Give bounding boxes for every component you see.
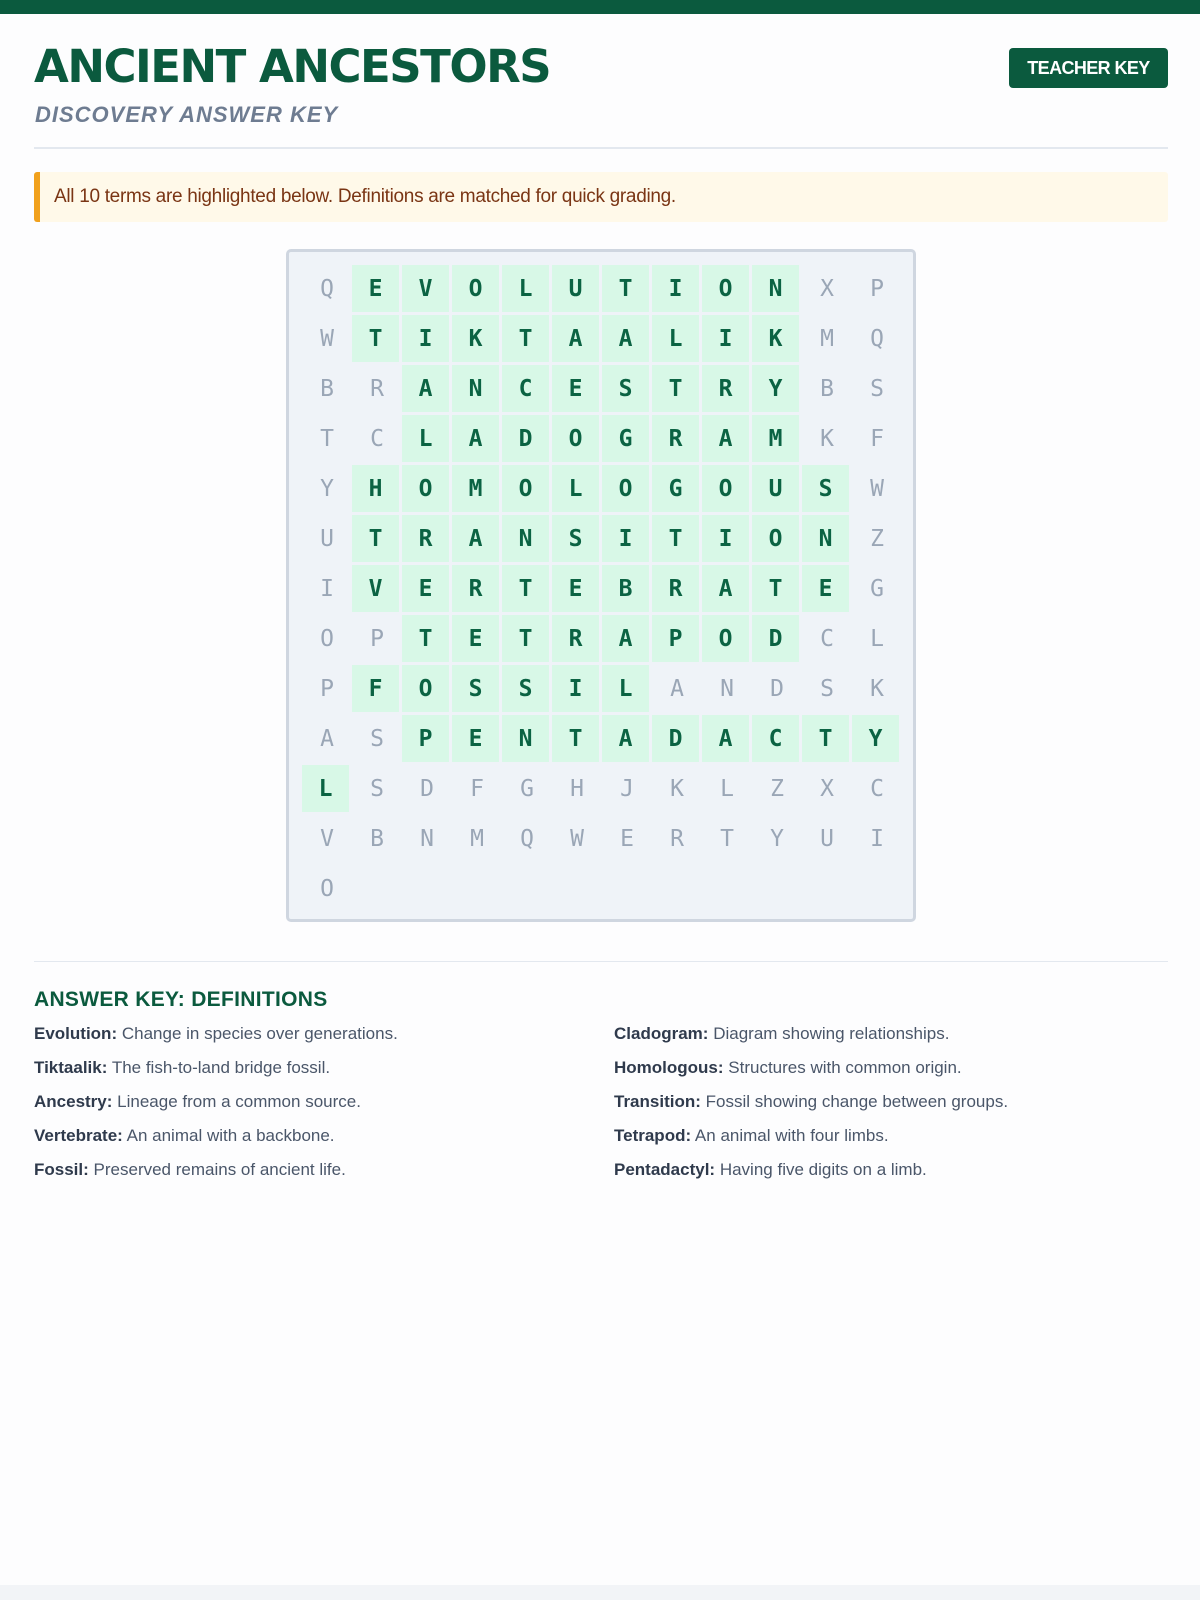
grid-cell-highlighted: B bbox=[602, 565, 652, 612]
grid-cell-highlighted: N bbox=[502, 715, 552, 762]
grid-cell-highlighted: T bbox=[502, 615, 552, 662]
definition-item bbox=[614, 1058, 1174, 1092]
grid-cell: S bbox=[370, 725, 384, 752]
grid-cell-highlighted: E bbox=[402, 565, 452, 612]
grid-cell-highlighted: N bbox=[752, 265, 802, 312]
grid-cell: K bbox=[670, 775, 684, 802]
definition-text: Fossil showing change between groups. bbox=[705, 1092, 1009, 1111]
grid-cell: Y bbox=[320, 475, 334, 502]
grid-cell-highlighted: T bbox=[352, 315, 402, 362]
grid-cell-highlighted: C bbox=[752, 715, 802, 762]
definition-term: Fossil: bbox=[34, 1160, 89, 1179]
grid-cell-highlighted: T bbox=[402, 615, 452, 662]
grid-cell-highlighted: I bbox=[702, 315, 752, 362]
definition-term: Transition: bbox=[614, 1092, 701, 1111]
grid-cell: C bbox=[370, 425, 384, 452]
grid-cell: Q bbox=[870, 325, 884, 352]
definition-text: An animal with four limbs. bbox=[694, 1126, 889, 1145]
grid-cell-highlighted: R bbox=[702, 365, 752, 412]
definition-text: Structures with common origin. bbox=[728, 1058, 962, 1077]
definition-term: Cladogram: bbox=[614, 1024, 709, 1043]
grid-cell-highlighted: L bbox=[502, 265, 552, 312]
grid-cell: B bbox=[820, 375, 834, 402]
definitions-title: ANSWER KEY: DEFINITIONS bbox=[34, 988, 328, 1011]
grid-cell: B bbox=[320, 375, 334, 402]
grid-cell: Y bbox=[770, 825, 784, 852]
grid-cell-highlighted: V bbox=[352, 565, 402, 612]
grid-cell: P bbox=[320, 675, 334, 702]
definitions-left-column bbox=[34, 1024, 594, 1194]
grid-cell-highlighted: O bbox=[552, 415, 602, 462]
grid-cell-highlighted: I bbox=[652, 265, 702, 312]
grid-cell-highlighted: N bbox=[502, 515, 552, 562]
grid-cell-highlighted: I bbox=[552, 665, 602, 712]
top-accent-bar bbox=[0, 0, 1200, 14]
grid-cell: O bbox=[320, 625, 334, 652]
grid-cell: R bbox=[370, 375, 384, 402]
grid-cell-highlighted: S bbox=[602, 365, 652, 412]
grid-cell-highlighted: O bbox=[702, 615, 752, 662]
grid-cell: S bbox=[870, 375, 884, 402]
grid-cell: K bbox=[820, 425, 834, 452]
grid-row bbox=[302, 665, 902, 715]
definition-item bbox=[34, 1058, 594, 1092]
grid-cell: A bbox=[320, 725, 334, 752]
grid-cell-highlighted: S bbox=[502, 665, 552, 712]
grid-cell-highlighted: D bbox=[752, 615, 802, 662]
definition-term: Evolution: bbox=[34, 1024, 118, 1043]
grid-cell: C bbox=[820, 625, 834, 652]
definition-item bbox=[614, 1024, 1174, 1058]
grid-cell-highlighted: D bbox=[502, 415, 552, 462]
grid-cell: Q bbox=[520, 825, 534, 852]
grid-cell-highlighted: S bbox=[452, 665, 502, 712]
grid-cell-highlighted: L bbox=[402, 415, 452, 462]
grid-cell: G bbox=[870, 575, 884, 602]
grid-cell-highlighted: I bbox=[702, 515, 752, 562]
definition-item bbox=[34, 1092, 594, 1126]
grid-cell: E bbox=[620, 825, 634, 852]
grid-row bbox=[302, 415, 902, 465]
notice-callout bbox=[34, 172, 1168, 222]
grid-cell: U bbox=[320, 525, 334, 552]
header-divider bbox=[34, 147, 1168, 149]
grid-row bbox=[302, 315, 902, 365]
grid-cell: K bbox=[870, 675, 884, 702]
grid-cell: L bbox=[720, 775, 734, 802]
grid-row bbox=[302, 265, 902, 315]
teacher-key-badge: TEACHER KEY bbox=[1009, 48, 1168, 88]
definition-text: Lineage from a common source. bbox=[117, 1092, 361, 1111]
grid-cell-highlighted: M bbox=[452, 465, 502, 512]
grid-cell-highlighted: R bbox=[452, 565, 502, 612]
grid-cell: M bbox=[820, 325, 834, 352]
grid-cell: W bbox=[570, 825, 584, 852]
grid-cell: G bbox=[520, 775, 534, 802]
definition-text: Change in species over generations. bbox=[121, 1024, 398, 1043]
grid-cell-highlighted: H bbox=[352, 465, 402, 512]
grid-cell-highlighted: Y bbox=[752, 365, 802, 412]
grid-cell: W bbox=[320, 325, 334, 352]
grid-cell-highlighted: E bbox=[452, 615, 502, 662]
grid-cell-highlighted: G bbox=[652, 465, 702, 512]
grid-cell-highlighted: E bbox=[552, 565, 602, 612]
grid-cell: I bbox=[870, 825, 884, 852]
grid-cell-highlighted: L bbox=[302, 765, 352, 812]
grid-cell-highlighted: S bbox=[802, 465, 852, 512]
grid-cell-highlighted: K bbox=[752, 315, 802, 362]
grid-cell-highlighted: T bbox=[802, 715, 852, 762]
grid-row bbox=[302, 815, 902, 865]
section-divider bbox=[34, 961, 1168, 962]
definition-text: Diagram showing relationships. bbox=[713, 1024, 950, 1043]
grid-cell-highlighted: P bbox=[652, 615, 702, 662]
grid-cell-highlighted: V bbox=[402, 265, 452, 312]
grid-cell: H bbox=[570, 775, 584, 802]
grid-cell: Z bbox=[870, 525, 884, 552]
grid-cell-highlighted: T bbox=[752, 565, 802, 612]
grid-row bbox=[302, 465, 902, 515]
grid-cell-highlighted: A bbox=[402, 365, 452, 412]
grid-cell-highlighted: A bbox=[452, 415, 502, 462]
grid-cell: F bbox=[470, 775, 484, 802]
grid-cell-highlighted: U bbox=[752, 465, 802, 512]
grid-cell-highlighted: U bbox=[552, 265, 602, 312]
grid-cell: M bbox=[470, 825, 484, 852]
grid-cell: O bbox=[320, 875, 334, 902]
grid-cell-highlighted: E bbox=[452, 715, 502, 762]
grid-cell-highlighted: O bbox=[502, 465, 552, 512]
grid-cell-highlighted: L bbox=[652, 315, 702, 362]
grid-row bbox=[302, 515, 902, 565]
grid-cell-highlighted: E bbox=[552, 365, 602, 412]
definition-term: Pentadactyl: bbox=[614, 1160, 716, 1179]
definition-term: Tiktaalik: bbox=[34, 1058, 108, 1077]
definition-item bbox=[34, 1160, 594, 1194]
grid-cell: C bbox=[870, 775, 884, 802]
grid-row bbox=[302, 615, 902, 665]
letter-grid bbox=[302, 265, 902, 915]
grid-cell-highlighted: P bbox=[402, 715, 452, 762]
grid-cell-highlighted: C bbox=[502, 365, 552, 412]
grid-cell: Z bbox=[770, 775, 784, 802]
definition-item bbox=[614, 1126, 1174, 1160]
grid-cell-highlighted: D bbox=[652, 715, 702, 762]
grid-cell: V bbox=[320, 825, 334, 852]
grid-cell: A bbox=[670, 675, 684, 702]
grid-cell-highlighted: R bbox=[652, 565, 702, 612]
grid-cell-highlighted: A bbox=[602, 315, 652, 362]
grid-cell-highlighted: N bbox=[802, 515, 852, 562]
grid-cell: X bbox=[820, 275, 834, 302]
grid-cell-highlighted: I bbox=[602, 515, 652, 562]
grid-cell-highlighted: I bbox=[402, 315, 452, 362]
page-subtitle: DISCOVERY ANSWER KEY bbox=[35, 102, 339, 127]
grid-cell: B bbox=[370, 825, 384, 852]
grid-row bbox=[302, 765, 902, 815]
grid-cell-highlighted: Y bbox=[852, 715, 902, 762]
word-search-grid bbox=[286, 249, 916, 922]
grid-cell-highlighted: R bbox=[652, 415, 702, 462]
grid-cell-highlighted: A bbox=[702, 715, 752, 762]
grid-cell-highlighted: S bbox=[552, 515, 602, 562]
grid-cell: X bbox=[820, 775, 834, 802]
definition-term: Tetrapod: bbox=[614, 1126, 692, 1145]
grid-cell-highlighted: T bbox=[652, 365, 702, 412]
grid-cell-highlighted: K bbox=[452, 315, 502, 362]
grid-cell-highlighted: O bbox=[702, 465, 752, 512]
grid-cell-highlighted: O bbox=[402, 465, 452, 512]
grid-cell-highlighted: R bbox=[552, 615, 602, 662]
grid-cell: W bbox=[870, 475, 884, 502]
definition-text: An animal with a backbone. bbox=[126, 1126, 335, 1145]
grid-cell-highlighted: A bbox=[702, 415, 752, 462]
grid-cell-highlighted: T bbox=[652, 515, 702, 562]
definition-item bbox=[614, 1160, 1174, 1194]
grid-cell: T bbox=[320, 425, 334, 452]
grid-cell-highlighted: L bbox=[602, 665, 652, 712]
grid-cell-highlighted: L bbox=[552, 465, 602, 512]
definition-term: Homologous: bbox=[614, 1058, 724, 1077]
page-title: ANCIENT ANCESTORS bbox=[34, 40, 551, 93]
grid-cell-highlighted: O bbox=[452, 265, 502, 312]
definition-term: Ancestry: bbox=[34, 1092, 113, 1111]
grid-cell-highlighted: N bbox=[452, 365, 502, 412]
grid-cell: D bbox=[420, 775, 434, 802]
grid-cell: S bbox=[370, 775, 384, 802]
grid-cell: S bbox=[820, 675, 834, 702]
grid-cell: J bbox=[620, 775, 634, 802]
grid-cell: F bbox=[870, 425, 884, 452]
grid-cell-highlighted: T bbox=[352, 515, 402, 562]
grid-cell: N bbox=[420, 825, 434, 852]
grid-cell-highlighted: G bbox=[602, 415, 652, 462]
grid-cell: P bbox=[370, 625, 384, 652]
grid-cell-highlighted: R bbox=[402, 515, 452, 562]
notice-text: All 10 terms are highlighted below. Definitions are matched for quick grading. bbox=[54, 186, 676, 207]
grid-cell-highlighted: A bbox=[602, 715, 652, 762]
grid-cell-highlighted: A bbox=[602, 615, 652, 662]
definition-item bbox=[34, 1126, 594, 1160]
grid-row bbox=[302, 565, 902, 615]
grid-cell-highlighted: T bbox=[502, 565, 552, 612]
grid-cell: Q bbox=[320, 275, 334, 302]
grid-cell-highlighted: A bbox=[702, 565, 752, 612]
grid-cell: I bbox=[320, 575, 334, 602]
definition-item bbox=[614, 1092, 1174, 1126]
grid-cell-highlighted: A bbox=[452, 515, 502, 562]
grid-cell: R bbox=[670, 825, 684, 852]
grid-cell-highlighted: O bbox=[702, 265, 752, 312]
grid-row bbox=[302, 365, 902, 415]
bottom-bar bbox=[0, 1585, 1200, 1600]
grid-cell: T bbox=[720, 825, 734, 852]
grid-cell-highlighted: T bbox=[502, 315, 552, 362]
grid-row bbox=[302, 715, 902, 765]
grid-cell-highlighted: O bbox=[602, 465, 652, 512]
grid-cell-highlighted: F bbox=[352, 665, 402, 712]
grid-cell-highlighted: O bbox=[752, 515, 802, 562]
grid-cell: P bbox=[870, 275, 884, 302]
definition-term: Vertebrate: bbox=[34, 1126, 123, 1145]
definition-item bbox=[34, 1024, 594, 1058]
definitions-right-column bbox=[614, 1024, 1174, 1194]
grid-row bbox=[302, 865, 902, 915]
grid-cell-highlighted: E bbox=[352, 265, 402, 312]
grid-cell: N bbox=[720, 675, 734, 702]
definition-text: Preserved remains of ancient life. bbox=[93, 1160, 346, 1179]
grid-cell: U bbox=[820, 825, 834, 852]
grid-cell-highlighted: A bbox=[552, 315, 602, 362]
grid-cell-highlighted: O bbox=[402, 665, 452, 712]
grid-cell: D bbox=[770, 675, 784, 702]
definition-text: Having five digits on a limb. bbox=[719, 1160, 927, 1179]
grid-cell-highlighted: E bbox=[802, 565, 852, 612]
grid-cell: L bbox=[870, 625, 884, 652]
definition-text: The fish-to-land bridge fossil. bbox=[111, 1058, 331, 1077]
grid-cell-highlighted: M bbox=[752, 415, 802, 462]
grid-cell-highlighted: T bbox=[602, 265, 652, 312]
grid-cell-highlighted: T bbox=[552, 715, 602, 762]
